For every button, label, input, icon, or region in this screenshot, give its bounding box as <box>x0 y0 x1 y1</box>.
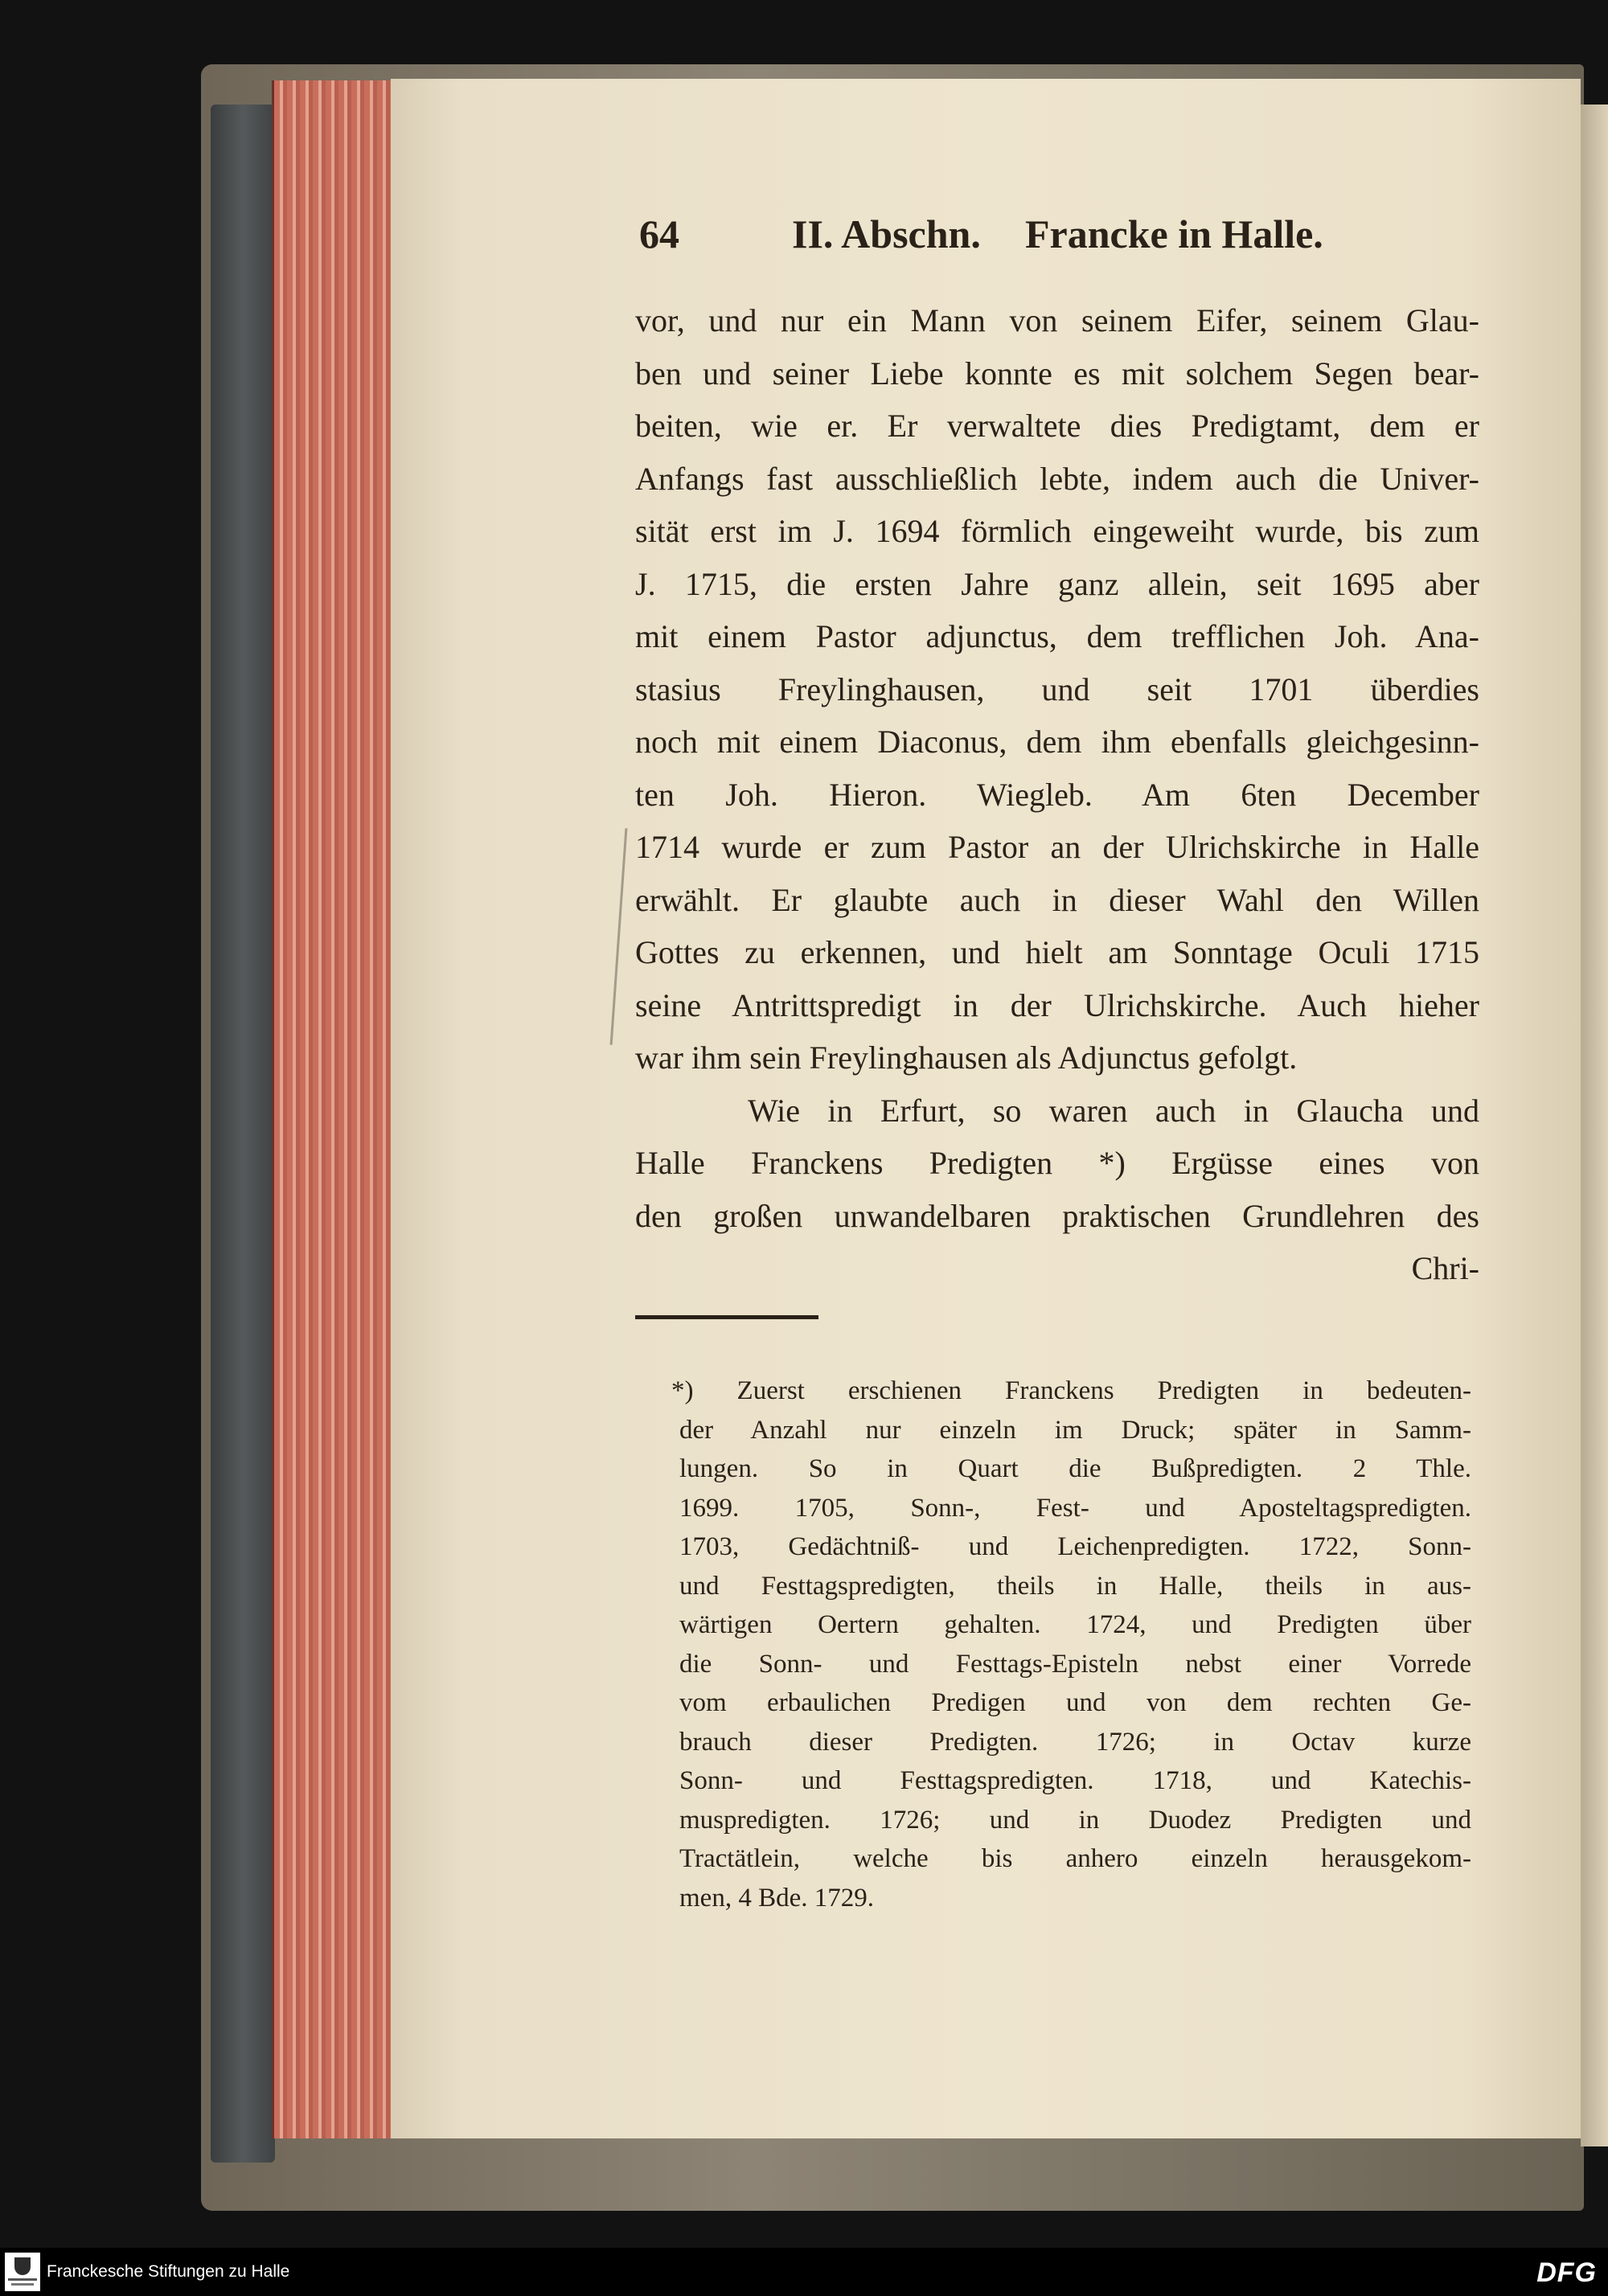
text-line: 1714 wurde er zum Pastor an der Ulrichskirche in Halle <box>635 829 1479 865</box>
catchword: Chri- <box>1411 1250 1479 1286</box>
footnote-line: die Sonn- und Festtags-Episteln nebst einer Vorrede <box>679 1649 1471 1679</box>
footnote-line: wärtigen Oertern gehalten. 1724, und Predigten über <box>679 1610 1471 1639</box>
running-head <box>639 211 1331 267</box>
logo-text-mark <box>11 2283 34 2286</box>
text-line: ben und seiner Liebe konnte es mit solchem Segen bear- <box>635 355 1479 392</box>
footnote-line: der Anzahl nur einzeln im Druck; später in Samm- <box>679 1415 1471 1445</box>
text-line: ten Joh. Hieron. Wiegleb. Am 6ten December <box>635 776 1479 813</box>
logo-text-mark <box>8 2278 37 2281</box>
dfg-logo: DFG <box>1536 2257 1597 2288</box>
facing-page-edge <box>1581 105 1608 2146</box>
footnote-line: men, 4 Bde. 1729. <box>679 1883 874 1913</box>
footnote-line: 1699. 1705, Sonn-, Fest- und Aposteltagspredigten. <box>679 1493 1471 1523</box>
source-label: Franckesche Stiftungen zu Halle <box>47 2262 290 2281</box>
footnote-line: *) Zuerst erschienen Franckens Predigten in bedeuten- <box>671 1376 1471 1405</box>
book-spine <box>211 105 275 2163</box>
footnote-line: Tractätlein, welche bis anhero einzeln herausgekom- <box>679 1844 1471 1873</box>
institution-logo <box>5 2253 40 2291</box>
page-edges <box>272 80 393 2138</box>
footnote-line: und Festtagspredigten, theils in Halle, theils in aus- <box>679 1571 1471 1601</box>
text-line: sität erst im J. 1694 förmlich eingeweiht wurde, bis zum <box>635 513 1479 549</box>
footnote-line: 1703, Gedächtniß- und Leichenpredigten. 1722, Sonn- <box>679 1532 1471 1561</box>
text-line: stasius Freylinghausen, und seit 1701 überdies <box>635 670 1479 707</box>
footnote-line: Sonn- und Festtagspredigten. 1718, und Katechis- <box>679 1766 1471 1795</box>
text-line: J. 1715, die ersten Jahre ganz allein, seit 1695 aber <box>635 565 1479 602</box>
footnote-line: vom erbaulichen Predigen und von dem rechten Ge- <box>679 1688 1471 1717</box>
footnote <box>671 1371 1471 1917</box>
text-line: Gottes zu erkennen, und hielt am Sonntage Oculi 1715 <box>635 934 1479 970</box>
text-line: Halle Franckens Predigten *) Ergüsse eines von <box>635 1145 1479 1181</box>
section-label: II. Abschn. <box>792 211 981 256</box>
text-line: Anfangs fast ausschließlich lebte, indem auch die Univer- <box>635 460 1479 497</box>
text-line: beiten, wie er. Er verwaltete dies Predigtamt, dem er <box>635 408 1479 444</box>
text-line: seine Antrittspredigt in der Ulrichskirche. Auch hieher <box>635 986 1479 1023</box>
page-number: 64 <box>639 211 679 256</box>
text-line: mit einem Pastor adjunctus, dem trefflichen Joh. Ana- <box>635 618 1479 654</box>
text-line: erwählt. Er glaubte auch in dieser Wahl den Willen <box>635 881 1479 918</box>
footnote-line: muspredigten. 1726; und in Duodez Predigten und <box>679 1805 1471 1835</box>
text-line: vor, und nur ein Mann von seinem Eifer, seinem Glau- <box>635 302 1479 338</box>
footnote-line: brauch dieser Predigten. 1726; in Octav kurze <box>679 1727 1471 1757</box>
text-line: war ihm sein Freylinghausen als Adjunctus gefolgt. <box>635 1039 1298 1076</box>
footnote-line: lungen. So in Quart die Bußpredigten. 2 Thle. <box>679 1454 1471 1483</box>
main-text <box>635 294 1479 1295</box>
text-line: Wie in Erfurt, so waren auch in Glaucha und <box>748 1092 1479 1129</box>
text-line: noch mit einem Diaconus, dem ihm ebenfalls gleichgesinn- <box>635 724 1479 760</box>
footnote-rule <box>635 1315 818 1319</box>
page-header-title: Francke in Halle. <box>1025 211 1323 256</box>
text-line: den großen unwandelbaren praktischen Grundlehren des <box>635 1197 1479 1234</box>
crest-icon <box>14 2257 31 2275</box>
